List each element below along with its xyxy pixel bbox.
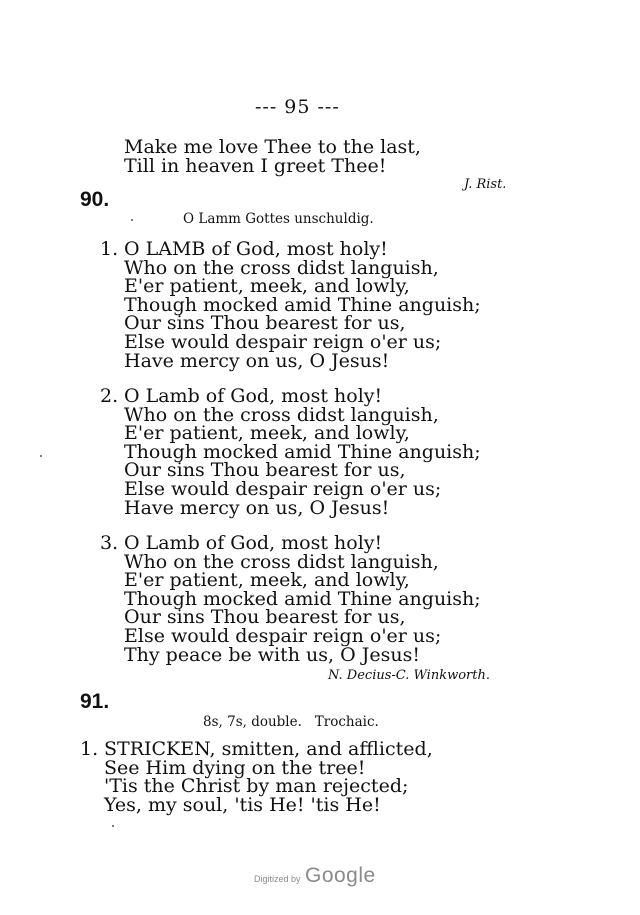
hymn-90-stanza-1 bbox=[100, 240, 481, 370]
hymn-90-stanza-3 bbox=[100, 534, 481, 664]
hymn-number-91: 91. bbox=[80, 690, 110, 713]
lyric-line: Till in heaven I greet Thee! bbox=[124, 154, 387, 177]
hymn-91-subtitle: 8s, 7s, double. Trochaic. bbox=[203, 714, 379, 730]
prev-hymn-ending bbox=[124, 138, 421, 175]
lyric-line: O LAMB of God, most holy! bbox=[124, 238, 388, 260]
scan-speck bbox=[40, 455, 42, 457]
digitized-watermark bbox=[254, 864, 376, 888]
lyric-line: Else would despair reign o'er us; bbox=[124, 330, 442, 353]
lyric-line: Our sins Thou bearest for us, bbox=[124, 312, 406, 335]
stanza-number: 2. bbox=[100, 385, 119, 407]
scan-speck bbox=[131, 219, 133, 221]
lyric-line: O Lamb of God, most holy! bbox=[124, 532, 383, 554]
lyric-line: Yes, my soul, 'tis He! 'tis He! bbox=[104, 793, 381, 816]
hymn-90-attribution: N. Decius-C. Winkworth. bbox=[328, 668, 490, 683]
lyric-line: Else would despair reign o'er us; bbox=[124, 624, 442, 647]
stanza-number: 3. bbox=[100, 532, 119, 554]
lyric-line: 'Tis the Christ by man rejected; bbox=[104, 775, 409, 798]
lyric-line: Our sins Thou bearest for us, bbox=[124, 606, 406, 629]
watermark-prefix: Digitized by bbox=[254, 874, 301, 884]
hymn-90-subtitle: O Lamm Gottes unschuldig. bbox=[183, 211, 374, 227]
lyric-line: Who on the cross didst languish, bbox=[124, 403, 439, 426]
lyric-line: E'er patient, meek, and lowly, bbox=[124, 422, 410, 445]
lyric-line: Though mocked amid Thine anguish; bbox=[124, 440, 481, 463]
stanza-number: 1. bbox=[100, 238, 119, 260]
google-logo: Google bbox=[304, 864, 376, 887]
lyric-line: Have mercy on us, O Jesus! bbox=[124, 496, 390, 519]
lyric-line: Make me love Thee to the last, bbox=[124, 136, 421, 158]
page-number: --- 95 --- bbox=[255, 96, 340, 118]
lyric-line: See Him dying on the tree! bbox=[104, 756, 366, 779]
lyric-line: Who on the cross didst languish, bbox=[124, 256, 439, 279]
scan-speck bbox=[112, 825, 114, 827]
lyric-line: Though mocked amid Thine anguish; bbox=[124, 587, 481, 610]
lyric-line: Thy peace be with us, O Jesus! bbox=[124, 643, 420, 666]
hymn-number-90: 90. bbox=[80, 188, 110, 211]
lyric-line: Who on the cross didst languish, bbox=[124, 550, 439, 573]
lyric-line: Else would despair reign o'er us; bbox=[124, 477, 442, 500]
stanza-number: 1. bbox=[80, 738, 99, 760]
lyric-line: Though mocked amid Thine anguish; bbox=[124, 293, 481, 316]
lyric-line: STRICKEN, smitten, and afflicted, bbox=[104, 738, 433, 760]
hymn-90-stanza-2 bbox=[100, 387, 481, 517]
lyric-line: O Lamb of God, most holy! bbox=[124, 385, 383, 407]
prev-hymn-attribution: J. Rist. bbox=[464, 177, 507, 192]
lyric-line: Have mercy on us, O Jesus! bbox=[124, 349, 390, 372]
lyric-line: E'er patient, meek, and lowly, bbox=[124, 569, 410, 592]
lyric-line: Our sins Thou bearest for us, bbox=[124, 459, 406, 482]
lyric-line: E'er patient, meek, and lowly, bbox=[124, 275, 410, 298]
hymn-91-stanza-1 bbox=[80, 740, 433, 814]
